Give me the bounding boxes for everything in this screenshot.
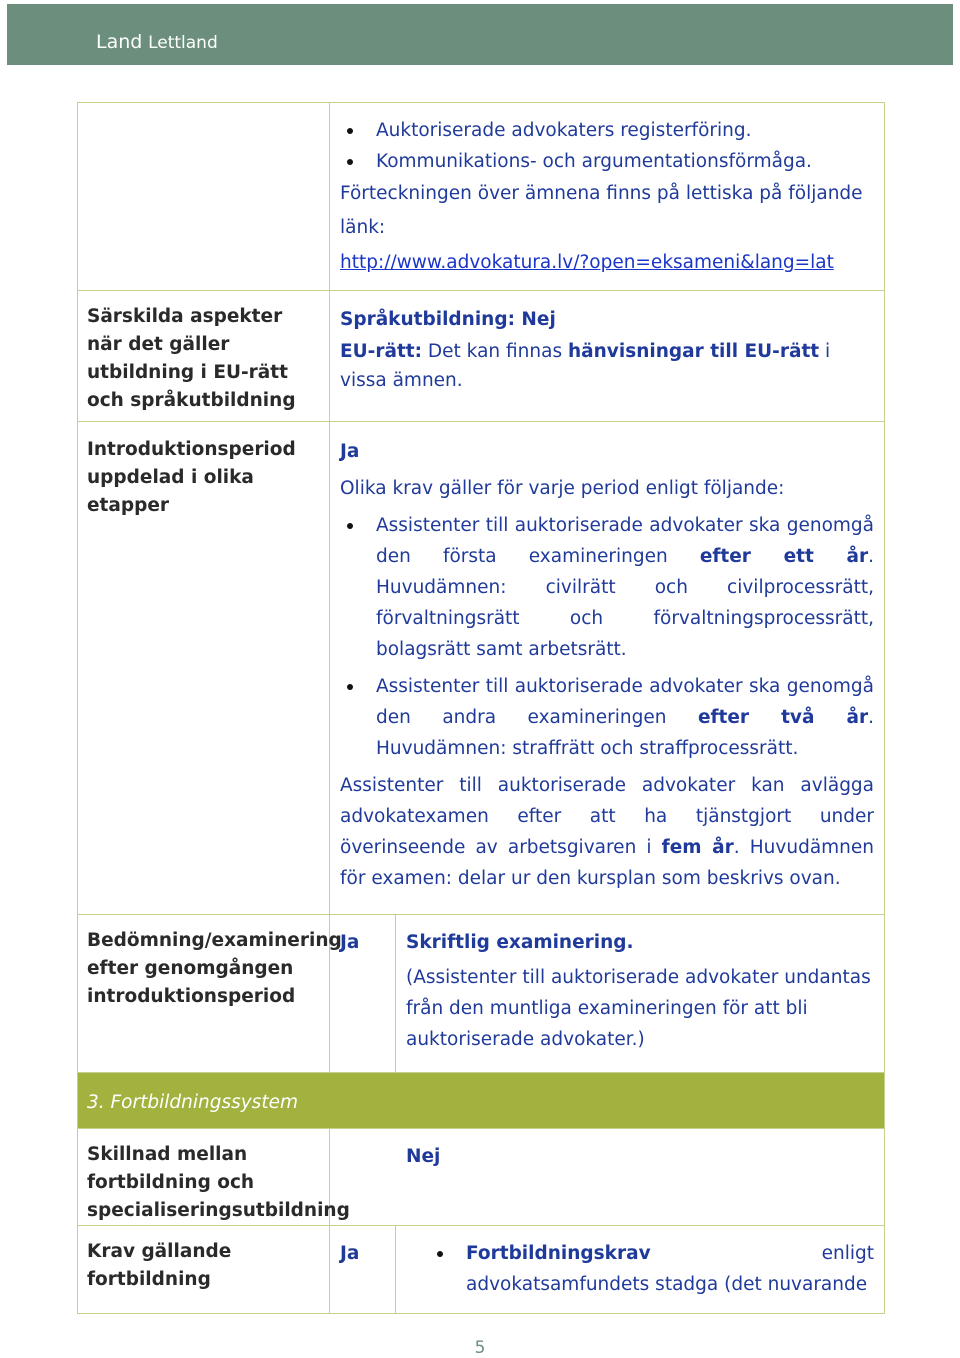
- exam-paragraph: [340, 770, 874, 894]
- para-text: Assistenter till auktoriserade advokater kan avlägga advokatexamen efter att ha tjänstgjort under överinseende av arbetsgivaren i: [340, 775, 875, 858]
- topic-list: [340, 115, 874, 177]
- item-text: Assistenter till auktoriserade advokater ska genomgå den andra examineringen: [376, 676, 875, 728]
- section-header-row: [78, 1073, 885, 1129]
- exam-link[interactable]: http://www.advokatura.lv/?open=eksameni&lang=lat: [340, 252, 834, 273]
- info-table: [77, 102, 885, 1314]
- content-cell: [330, 103, 885, 291]
- answer-cell: Ja: [330, 915, 396, 1073]
- header-label: Land: [96, 31, 143, 53]
- section-title: 3. Fortbildningssystem: [78, 1073, 885, 1129]
- item-text: enligt advokatsamfundets stadga (det nuvarande: [466, 1243, 875, 1295]
- item-text: Assistenter till auktoriserade advokater ska genomgå den första examineringen: [376, 515, 875, 567]
- eu-label: EU-rätt:: [340, 341, 423, 362]
- content-cell: [396, 915, 885, 1073]
- page-number: 5: [474, 1338, 486, 1358]
- item-bold: efter ett år: [699, 546, 869, 567]
- table-row: [78, 103, 885, 291]
- eu-bold: hänvisningar till EU-rätt: [567, 341, 820, 362]
- table-row: [78, 291, 885, 422]
- header-title: [96, 31, 218, 53]
- list-item: [466, 1238, 874, 1300]
- item-bold: efter två år: [697, 707, 869, 728]
- exam-note: (Assistenter till auktoriserade advokater undantas från den muntliga examineringen för att bli auktoriserade advokater.): [406, 967, 871, 1050]
- eu-text-2: i vissa ämnen.: [340, 341, 831, 391]
- eu-text-1: Det kan finnas: [427, 341, 563, 362]
- exam-type: Skriftlig examinering.: [406, 932, 634, 953]
- table-row: [78, 915, 885, 1073]
- row-label: Introduktionsperiod uppdelad i olika etapper: [78, 422, 330, 915]
- content-cell: [330, 422, 885, 915]
- requirement-list: [420, 1238, 874, 1300]
- table-row: [78, 422, 885, 915]
- answer-value: Ja: [340, 441, 360, 462]
- content-cell: [330, 291, 885, 422]
- answer-cell: Nej: [330, 1129, 885, 1226]
- list-item: [376, 671, 874, 764]
- page-header: [7, 4, 953, 65]
- list-item: Kommunikations- och argumentationsförmåga.: [376, 146, 874, 177]
- eu-law-text: [340, 337, 874, 395]
- intro-text: Olika krav gäller för varje period enligt följande:: [340, 478, 785, 499]
- header-country: Lettland: [148, 33, 218, 53]
- table-row: [78, 1226, 885, 1314]
- item-bold: Fortbildningskrav: [466, 1243, 651, 1264]
- label-cell-empty: [78, 103, 330, 291]
- para-bold: fem år: [661, 837, 734, 858]
- row-label: Bedömning/examinering efter genomgången introduktionsperiod: [78, 915, 330, 1073]
- row-label: Skillnad mellan fortbildning och specialiseringsutbildning: [78, 1129, 330, 1226]
- list-item: Auktoriserade advokaters registerföring.: [376, 115, 874, 146]
- item-rest: . Huvudämnen: straffrätt och straffprocessrätt.: [376, 707, 874, 759]
- link-intro-text: Förteckningen över ämnena finns på lettiska på följande länk:: [340, 183, 863, 238]
- period-list: [340, 510, 874, 764]
- item-rest: . Huvudämnen: civilrätt och civilprocessrätt, förvaltningsrätt och förvaltningsprocessrätt, bolagsrätt samt arbetsrätt.: [376, 546, 875, 660]
- para-rest: . Huvudämnen för examen: delar ur den kursplan som beskrivs ovan.: [340, 837, 875, 889]
- list-item: [376, 510, 874, 665]
- answer-cell: Ja: [330, 1226, 396, 1314]
- language-training: Språkutbildning: Nej: [340, 309, 556, 330]
- row-label: Särskilda aspekter när det gäller utbildning i EU-rätt och språkutbildning: [78, 291, 330, 422]
- row-label: Krav gällande fortbildning: [78, 1226, 330, 1314]
- content-cell: [396, 1226, 885, 1314]
- table-row: [78, 1129, 885, 1226]
